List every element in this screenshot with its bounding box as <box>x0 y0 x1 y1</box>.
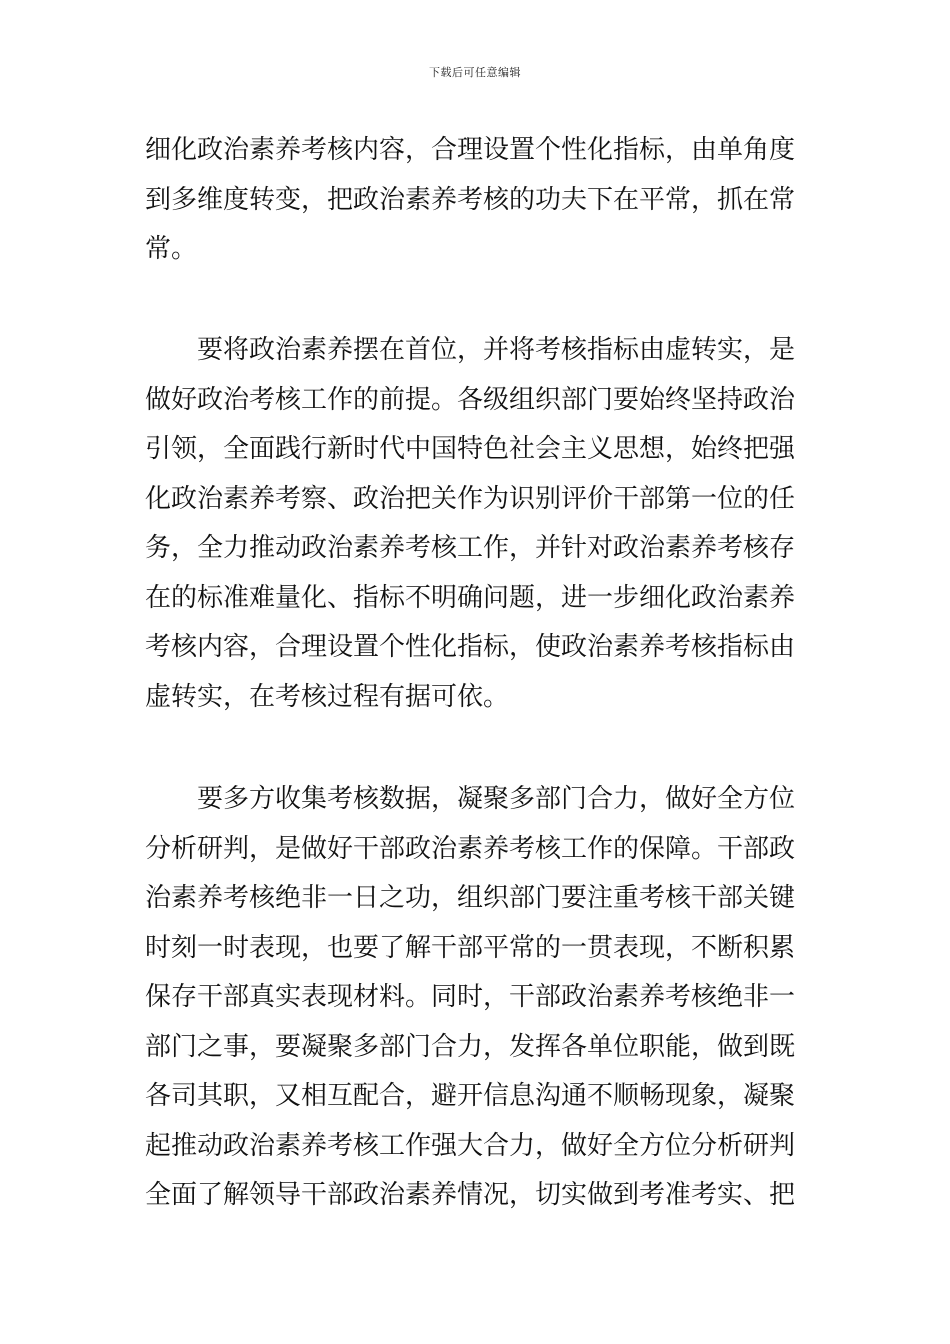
paragraph-line: 化政治素养考察、政治把关作为识别评价干部第一位的任 <box>145 483 796 514</box>
paragraph-line: 要多方收集考核数据，凝聚多部门合力，做好全方位 <box>197 784 796 814</box>
paragraph-line: 在的标准难量化、指标不明确问题，进一步细化政治素养 <box>145 582 796 613</box>
paragraph-line: 要将政治素养摆在首位，并将考核指标由虚转实，是 <box>197 335 796 365</box>
paragraph-1 <box>145 126 795 275</box>
paragraph-line: 细化政治素养考核内容，合理设置个性化指标，由单角度 <box>145 135 796 165</box>
paragraph-line: 考核内容，合理设置个性化指标，使政治素养考核指标由 <box>145 632 796 662</box>
paragraph-line: 治素养考核绝非一日之功，组织部门要注重考核干部关键 <box>145 883 796 913</box>
paragraph-line: 保存干部真实表现材料。同时，干部政治素养考核绝非一 <box>145 982 796 1012</box>
paragraph-line: 引领，全面践行新时代中国特色社会主义思想，始终把强 <box>145 434 796 464</box>
paragraph-line: 时刻一时表现，也要了解干部平常的一贯表现，不断积累 <box>145 932 796 963</box>
paragraph-line: 务，全力推动政治素养考核工作，并针对政治素养考核存 <box>145 533 796 563</box>
page-header: 下载后可任意编辑 <box>429 66 521 79</box>
paragraph-2 <box>145 326 795 722</box>
paragraph-line: 各司其职，又相互配合，避开信息沟通不顺畅现象，凝聚 <box>145 1081 796 1111</box>
paragraph-line: 虚转实，在考核过程有据可依。 <box>145 681 510 712</box>
paragraph-line: 部门之事，要凝聚多部门合力，发挥各单位职能，做到既 <box>145 1031 796 1062</box>
paragraph-line: 到多维度转变，把政治素养考核的功夫下在平常，抓在常 <box>145 184 796 215</box>
paragraph-line: 做好政治考核工作的前提。各级组织部门要始终坚持政治 <box>145 384 796 415</box>
paragraph-line: 分析研判，是做好干部政治素养考核工作的保障。干部政 <box>145 833 796 864</box>
paragraph-line: 起推动政治素养考核工作强大合力，做好全方位分析研判 <box>145 1130 796 1161</box>
paragraph-line: 全面了解领导干部政治素养情况，切实做到考准考实、把 <box>145 1180 796 1210</box>
paragraph-line: 常。 <box>145 234 198 264</box>
paragraph-3 <box>145 775 795 1221</box>
